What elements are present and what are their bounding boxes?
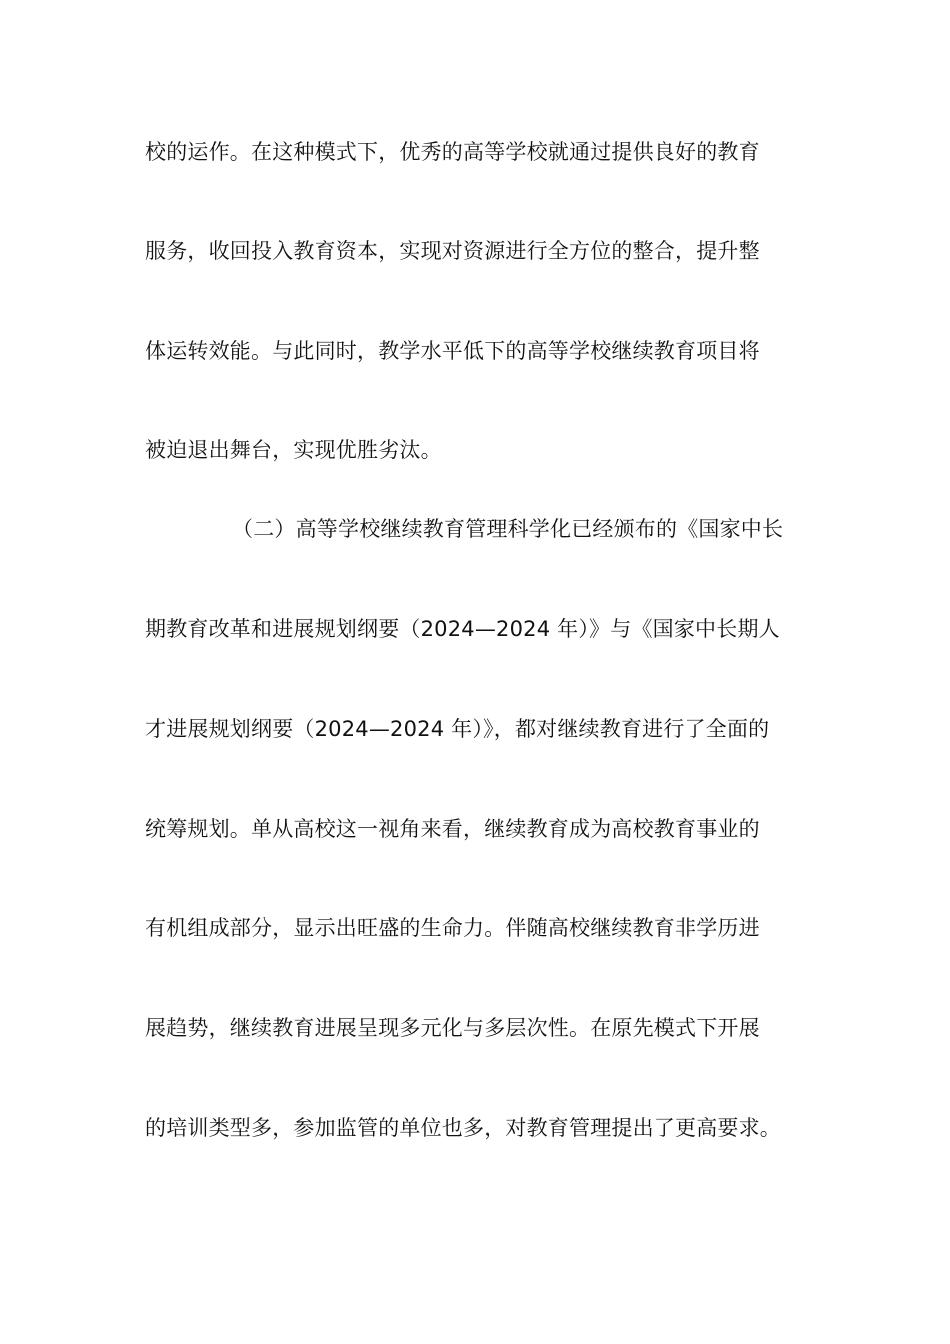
paragraph-line-2: 服务，收回投入教育资本，实现对资源进行全方位的整合，提升整: [145, 239, 760, 263]
paragraph-line-10: 展趋势，继续教育进展呈现多元化与多层次性。在原先模式下开展: [145, 1016, 760, 1040]
paragraph-line-8: 统筹规划。单从高校这一视角来看，继续教育成为高校教育事业的: [145, 817, 760, 841]
paragraph-line-4: 被迫退出舞台，实现优胜劣汰。: [145, 438, 442, 462]
paragraph-line-1: 校的运作。在这种模式下，优秀的高等学校就通过提供良好的教育: [145, 140, 760, 164]
paragraph-line-6: 期教育改革和进展规划纲要（2024—2024 年）》与《国家中长期人: [145, 617, 780, 641]
section-heading-line: （二）高等学校继续教育管理科学化已经颁布的《国家中长: [232, 517, 784, 541]
paragraph-line-9: 有机组成部分，显示出旺盛的生命力。伴随高校继续教育非学历进: [145, 916, 760, 940]
paragraph-line-7: 才进展规划纲要（2024—2024 年）》，都对继续教育进行了全面的: [145, 717, 770, 741]
paragraph-line-11: 的培训类型多，参加监管的单位也多，对教育管理提出了更高要求。: [145, 1116, 781, 1140]
paragraph-line-3: 体运转效能。与此同时，教学水平低下的高等学校继续教育项目将: [145, 339, 760, 363]
